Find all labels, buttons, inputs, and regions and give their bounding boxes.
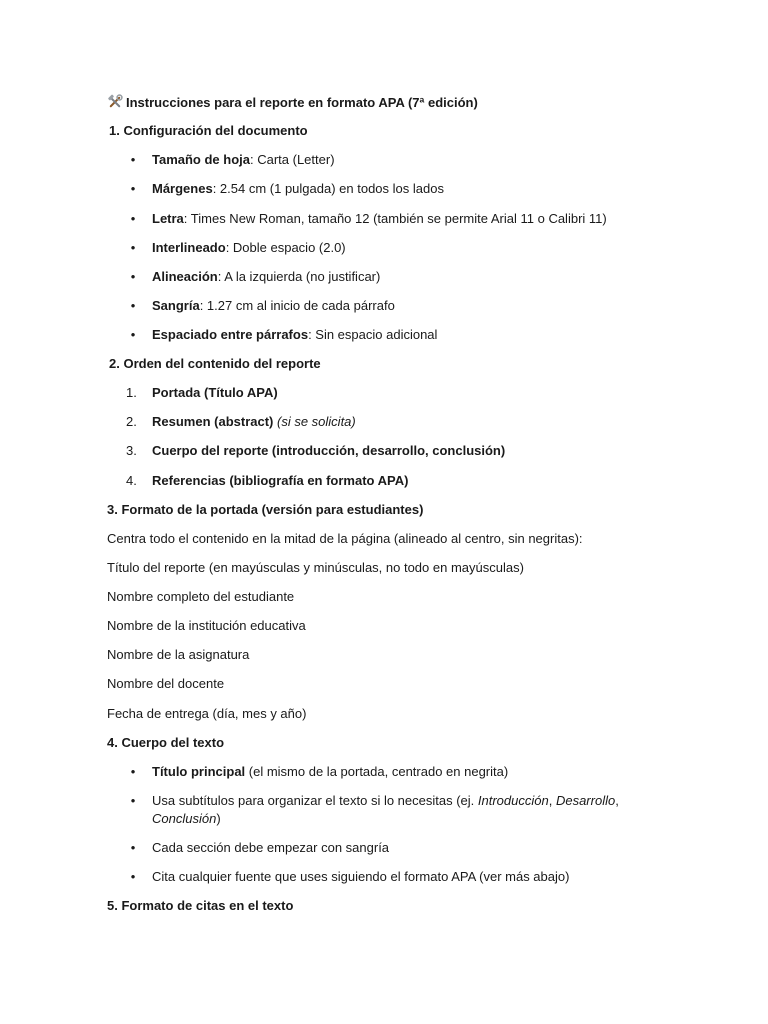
item-label: Espaciado entre párrafos xyxy=(152,327,309,342)
item-label: Título principal xyxy=(152,764,246,779)
item-label: Letra xyxy=(152,211,184,226)
item-italic: Introducción xyxy=(477,793,549,808)
item-text: (el mismo de la portada, centrado en negrita) xyxy=(245,764,509,779)
item-text: : 1.27 cm al inicio de cada párrafo xyxy=(199,298,395,313)
paragraph: Nombre de la institución educativa xyxy=(107,618,306,633)
item-separator: ) xyxy=(216,811,221,826)
section-3-heading: 3. Formato de la portada (versión para estudiantes) xyxy=(107,502,424,517)
item-separator: , xyxy=(615,793,619,808)
item-text: Cada sección debe empezar con sangría xyxy=(152,840,390,855)
section-5-heading: 5. Formato de citas en el texto xyxy=(107,898,294,913)
item-separator: , xyxy=(548,793,556,808)
item-number: 2. xyxy=(126,414,137,429)
item-text: : Doble espacio (2.0) xyxy=(225,240,346,255)
bullet: • xyxy=(130,840,136,855)
bullet: • xyxy=(130,327,136,342)
item-number: 4. xyxy=(126,473,137,488)
paragraph: Nombre de la asignatura xyxy=(107,647,250,662)
item-number: 1. xyxy=(126,385,137,400)
paragraph: Título del reporte (en mayúsculas y minúsculas, no todo en mayúsculas) xyxy=(107,560,524,575)
item-label: Cuerpo del reporte (introducción, desarrollo, conclusión) xyxy=(152,443,506,458)
item-label: Resumen (abstract) xyxy=(152,414,274,429)
item-number: 3. xyxy=(126,443,137,458)
item-text: : Sin espacio adicional xyxy=(308,327,438,342)
item-text: Cita cualquier fuente que uses siguiendo el formato APA (ver más abajo) xyxy=(152,869,570,884)
item-text: Usa subtítulos para organizar el texto si lo necesitas (ej. xyxy=(152,793,478,808)
document-title: Instrucciones para el reporte en formato APA (7ª edición) xyxy=(126,95,478,110)
paragraph: Fecha de entrega (día, mes y año) xyxy=(107,706,307,721)
bullet: • xyxy=(130,211,136,226)
paragraph: Nombre del docente xyxy=(107,676,225,691)
item-note: (si se solicita) xyxy=(277,414,356,429)
item-text: : Carta (Letter) xyxy=(250,152,335,167)
item-label: Portada (Título APA) xyxy=(152,385,278,400)
item-label: Márgenes xyxy=(152,181,213,196)
item-label: Tamaño de hoja xyxy=(152,152,250,167)
bullet: • xyxy=(130,181,136,196)
item-text: : A la izquierda (no justificar) xyxy=(217,269,381,284)
section-1-heading: 1. Configuración del documento xyxy=(109,123,308,138)
item-text: : Times New Roman, tamaño 12 (también se permite Arial 11 o Calibri 11) xyxy=(183,211,607,226)
item-italic: Desarrollo xyxy=(555,793,616,808)
item-label: Sangría xyxy=(152,298,200,313)
item-italic: Conclusión xyxy=(152,811,217,826)
bullet: • xyxy=(130,298,136,313)
paragraph: Nombre completo del estudiante xyxy=(107,589,295,604)
bullet: • xyxy=(130,269,136,284)
bullet: • xyxy=(130,869,136,884)
item-text: : 2.54 cm (1 pulgada) en todos los lados xyxy=(212,181,444,196)
bullet: • xyxy=(130,764,136,779)
bullet: • xyxy=(130,152,136,167)
section-4-heading: 4. Cuerpo del texto xyxy=(107,735,225,750)
bullet: • xyxy=(130,793,136,808)
paragraph: Centra todo el contenido en la mitad de la página (alineado al centro, sin negritas): xyxy=(107,531,583,546)
document-title-line xyxy=(107,94,478,114)
item-label: Referencias (bibliografía en formato APA) xyxy=(152,473,409,488)
hammer-and-wrench-icon xyxy=(107,94,123,114)
bullet: • xyxy=(130,240,136,255)
section-2-heading: 2. Orden del contenido del reporte xyxy=(109,356,321,371)
item-label: Interlineado xyxy=(152,240,226,255)
item-label: Alineación xyxy=(152,269,218,284)
